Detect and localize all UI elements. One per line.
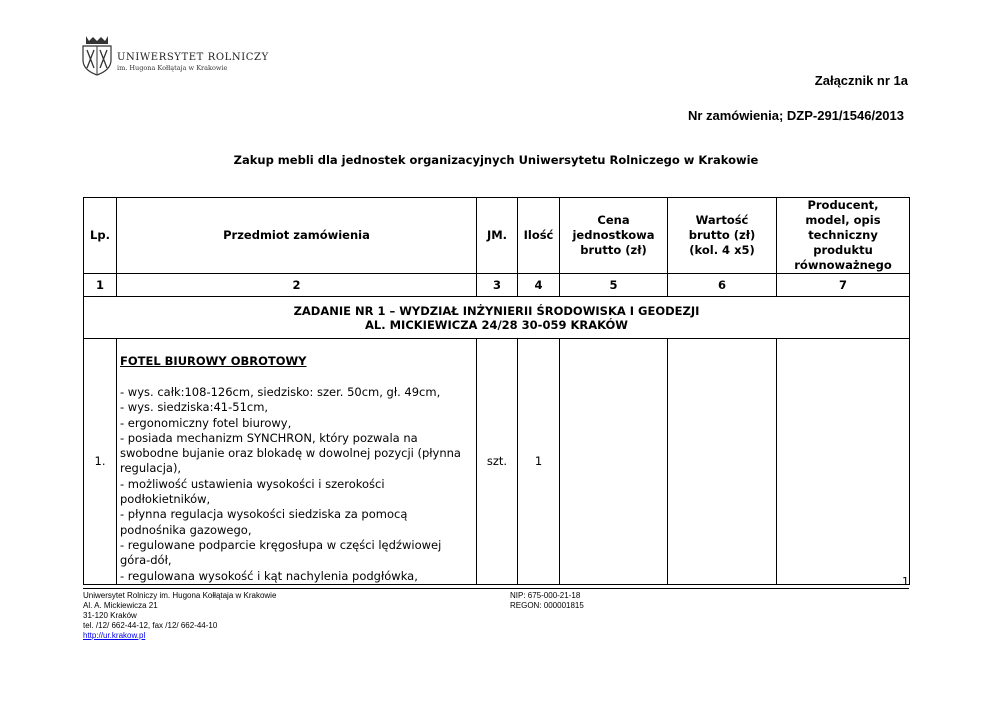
description-line: - płynna regulacja wysokości siedziska za pomocą (120, 507, 408, 522)
footer-registration (510, 591, 584, 611)
footer-regon: REGON: 000001815 (510, 601, 584, 610)
header-unit: JM. (477, 198, 518, 274)
page-number: 1 (902, 575, 909, 588)
column-number: 2 (117, 274, 477, 297)
task-heading-line1: ZADANIE NR 1 – WYDZIAŁ INŻYNIERII ŚRODOWISKA I GEODEZJI (293, 303, 700, 318)
row-lp: 1. (84, 339, 117, 585)
footer-website-link[interactable]: http://ur.krakow.pl (83, 631, 146, 640)
column-number: 4 (518, 274, 560, 297)
document-title: Zakup mebli dla jednostek organizacyjnych Uniwersytetu Rolniczego w Krakowie (233, 153, 759, 167)
footer-line: Al. A. Mickiewicza 21 (83, 601, 158, 610)
description-line: - wys. całk:108-126cm, siedzisko: szer. 50cm, gł. 49cm, (120, 385, 441, 399)
order-table (83, 197, 910, 585)
university-crest-logo (80, 34, 114, 76)
description-line: regulacja), (120, 461, 182, 476)
table-row (84, 339, 910, 585)
footer-address (83, 591, 276, 641)
column-number: 5 (560, 274, 668, 297)
description-line: - posiada mechanizm SYNCHRON, który pozwala na (120, 430, 418, 445)
footer-divider (83, 588, 909, 589)
row-unit: szt. (477, 339, 518, 585)
footer-line: 31-120 Kraków (83, 611, 137, 620)
column-number-row (84, 274, 910, 297)
footer-line: tel. /12/ 662-44-12, fax /12/ 662-44-10 (83, 621, 218, 630)
header-quantity: Ilość (518, 198, 560, 274)
annex-label: Załącznik nr 1a (814, 73, 908, 88)
footer-nip: NIP: 675-000-21-18 (510, 591, 581, 600)
column-number: 1 (84, 274, 117, 297)
description-line: - ergonomiczny fotel biurowy, (120, 415, 292, 430)
description-line: góra-dół, (120, 553, 172, 568)
description-line: - regulowana wysokość i kąt nachylenia podgłówka, (120, 568, 418, 583)
task-heading-line2: AL. MICKIEWICZA 24/28 30-059 KRAKÓW (365, 317, 628, 332)
header-lp: Lp. (84, 198, 117, 274)
footer-line: Uniwersytet Rolniczy im. Hugona Kołłątaja w Krakowie (83, 591, 277, 600)
description-line: - regulowane podparcie kręgosłupa w części lędźwiowej (120, 537, 442, 552)
header-gross-value: Wartość brutto (zł) (kol. 4 x5) (668, 198, 777, 274)
header-item: Przedmiot zamówienia (117, 198, 477, 274)
order-number: Nr zamówienia; DZP-291/1546/2013 (687, 108, 904, 123)
table-header-row (84, 198, 910, 274)
row-producent-cell (777, 339, 910, 585)
description-line: podłokietników, (120, 492, 211, 507)
row-gross-value-cell (668, 339, 777, 585)
column-number: 7 (777, 274, 910, 297)
column-number: 6 (668, 274, 777, 297)
header-unit-price: Cena jednostkowa brutto (zł) (560, 198, 668, 274)
row-unit-price-cell (560, 339, 668, 585)
university-name: UNIWERSYTET ROLNICZY (117, 52, 269, 63)
task-heading-row (84, 297, 910, 339)
column-number: 3 (477, 274, 518, 297)
description-line: podnośnika gazowego, (120, 522, 252, 537)
row-quantity: 1 (518, 339, 560, 585)
header-producent: Producent, model, opis techniczny produktu równoważnego (777, 198, 910, 274)
task-heading (84, 297, 910, 339)
item-name: FOTEL BIUROWY OBROTOWY (120, 354, 307, 368)
university-subtitle: im. Hugona Kołłątaja w Krakowie (117, 64, 228, 72)
description-line: swobodne bujanie oraz blokadę w dowolnej pozycji (płynna (120, 446, 461, 461)
description-line: - wys. siedziska:41-51cm, (120, 400, 269, 415)
row-description (117, 339, 477, 585)
description-line: - możliwość ustawienia wysokości i szerokości (120, 476, 385, 491)
